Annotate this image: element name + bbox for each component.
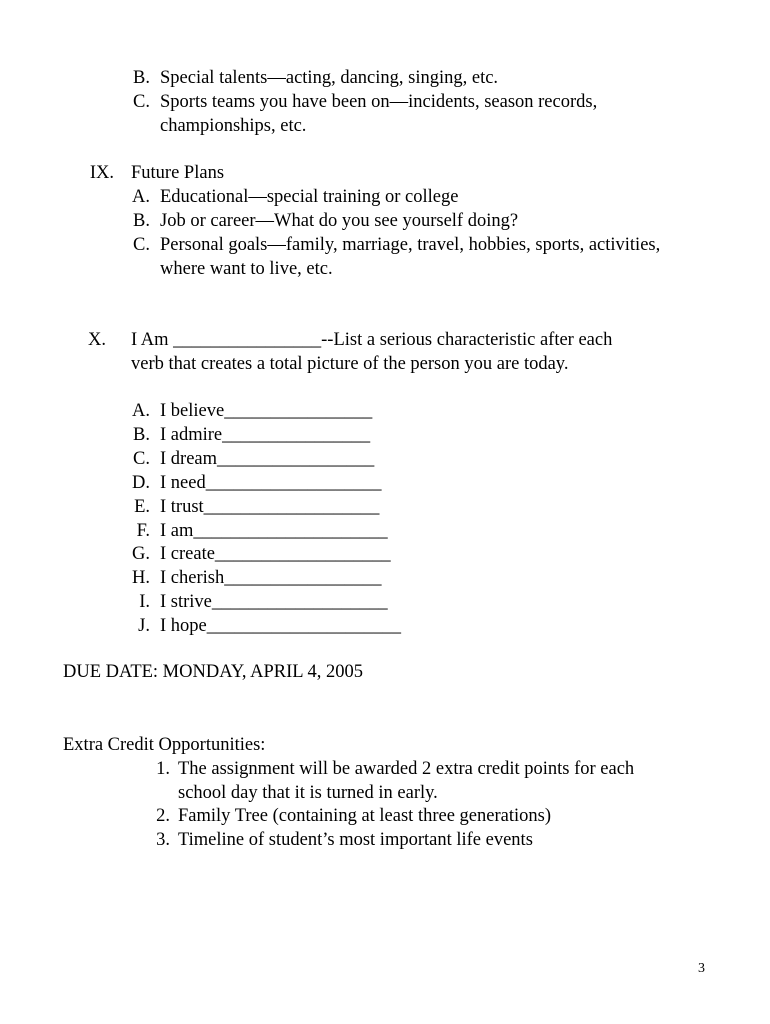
list-marker: B.: [133, 211, 150, 231]
list-marker: C.: [133, 92, 150, 112]
blank-line-item: I trust___________________: [160, 497, 380, 517]
list-marker: I.: [139, 592, 150, 612]
blank-line-item: I create___________________: [160, 544, 391, 564]
blank-line-item: I hope_____________________: [160, 616, 401, 636]
list-marker: C.: [133, 449, 150, 469]
extra-credit-item-cont: school day that it is turned in early.: [178, 783, 438, 803]
outline-item-special-talents: Special talents—acting, dancing, singing, etc.: [160, 68, 499, 88]
list-marker: 1.: [156, 759, 170, 779]
outline-item-sports-teams: Sports teams you have been on—incidents, season records,: [160, 92, 598, 112]
list-marker: H.: [132, 568, 150, 588]
list-marker: C.: [133, 235, 150, 255]
outline-item-educational: Educational—special training or college: [160, 187, 459, 207]
blank-line-item: I dream_________________: [160, 449, 375, 469]
list-marker: B.: [133, 68, 150, 88]
section-numeral: IX.: [89, 163, 114, 183]
outline-item-personal-goals-cont: where want to live, etc.: [160, 259, 333, 279]
blank-line-item: I cherish_________________: [160, 568, 382, 588]
list-marker: F.: [136, 521, 150, 541]
list-marker: E.: [134, 497, 150, 517]
list-marker: G.: [132, 544, 150, 564]
section-numeral: X.: [88, 330, 106, 350]
extra-credit-item: Timeline of student’s most important life events: [178, 830, 533, 850]
list-marker: J.: [138, 616, 150, 636]
extra-credit-item: Family Tree (containing at least three generations): [178, 806, 551, 826]
list-marker: 3.: [156, 830, 170, 850]
outline-item-personal-goals: Personal goals—family, marriage, travel, hobbies, sports, activities,: [160, 235, 661, 255]
blank-line-item: I am_____________________: [160, 521, 388, 541]
section-intro-i-am: I Am ________________--List a serious characteristic after each: [131, 330, 613, 350]
blank-line-item: I believe________________: [160, 401, 373, 421]
list-marker: B.: [133, 425, 150, 445]
list-marker: D.: [132, 473, 150, 493]
outline-item-sports-teams-cont: championships, etc.: [160, 116, 307, 136]
extra-credit-heading: Extra Credit Opportunities:: [63, 735, 266, 755]
list-marker: 2.: [156, 806, 170, 826]
section-title-future-plans: Future Plans: [131, 163, 225, 183]
list-marker: A.: [132, 401, 150, 421]
list-marker: A.: [132, 187, 150, 207]
blank-line-item: I strive___________________: [160, 592, 388, 612]
section-intro-i-am-cont: verb that creates a total picture of the person you are today.: [131, 354, 569, 374]
page-number: 3: [698, 961, 705, 976]
due-date: DUE DATE: MONDAY, APRIL 4, 2005: [63, 662, 363, 682]
extra-credit-item: The assignment will be awarded 2 extra credit points for each: [178, 759, 635, 779]
blank-line-item: I admire________________: [160, 425, 371, 445]
outline-item-job-career: Job or career—What do you see yourself doing?: [160, 211, 519, 231]
blank-line-item: I need___________________: [160, 473, 382, 493]
